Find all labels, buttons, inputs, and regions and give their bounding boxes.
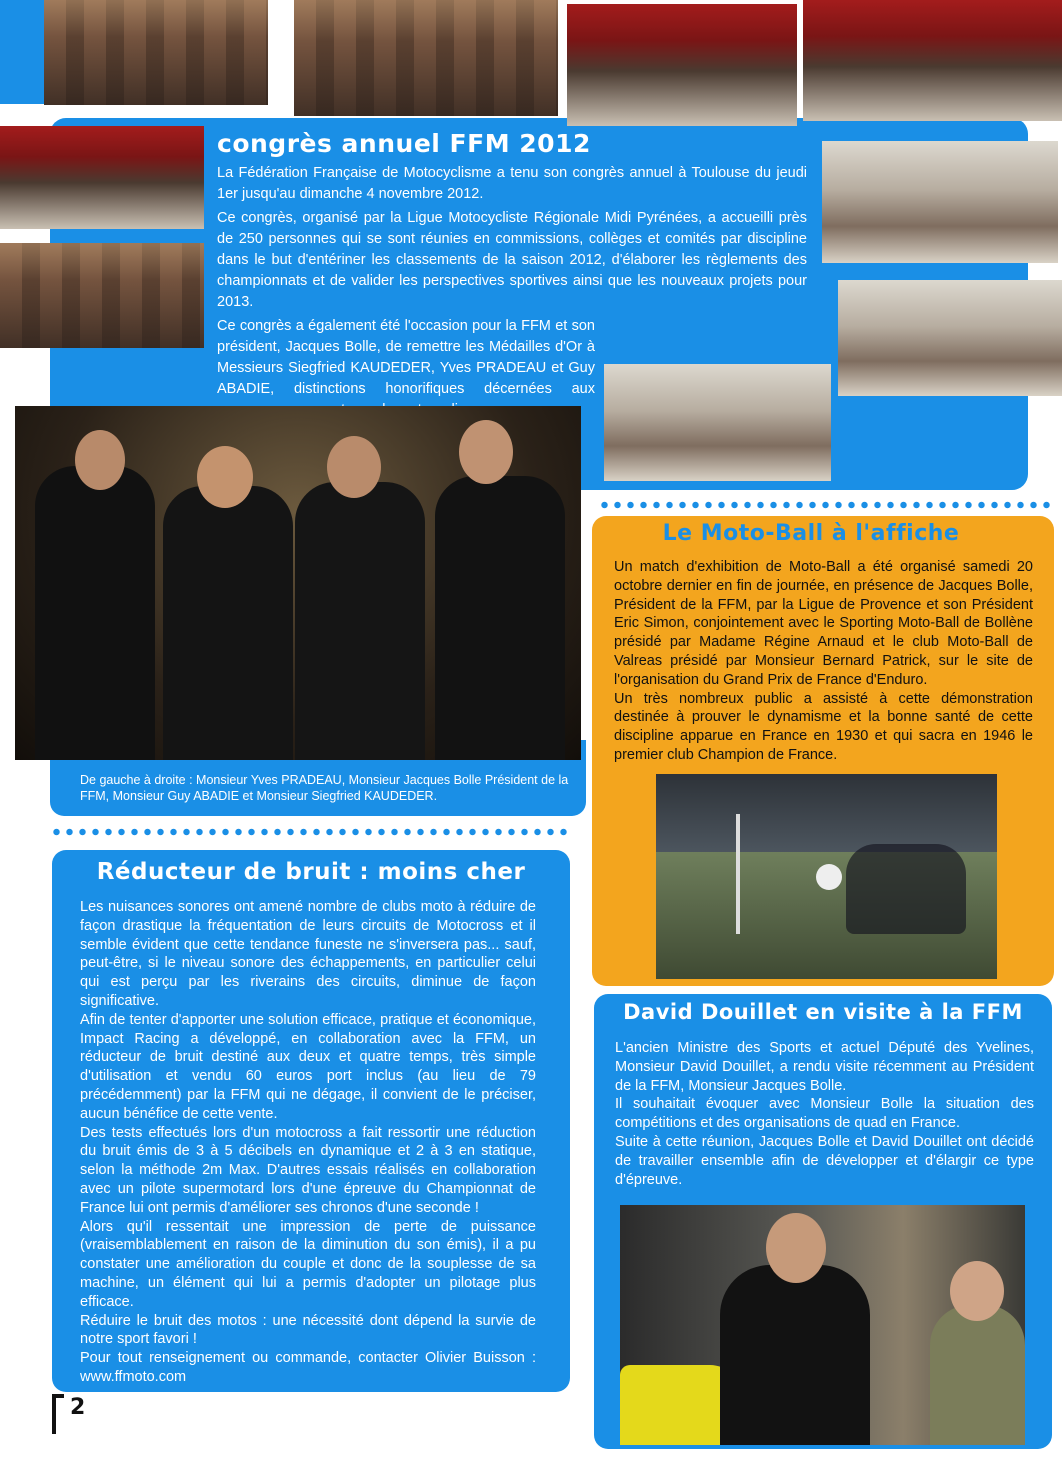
- douillet-body: [615, 1039, 1034, 1189]
- reducteur-title: Réducteur de bruit : moins cher: [96, 859, 526, 885]
- reducteur-body: [80, 898, 536, 1387]
- separator-dots-left: [50, 828, 570, 836]
- photo-medal-recipients: [15, 406, 581, 760]
- reducteur-paragraph-6: Pour tout renseignement ou commande, contacter Olivier Buisson : www.ffmoto.com: [80, 1350, 536, 1385]
- motoball-paragraph-2: Un très nombreux public a assisté à cette démonstration destinée à prouver le dynamisme et la bonne santé de cette discipline apparue en France en 1930 et qui sacra en 1946 le premier club Champion de France.: [614, 690, 1033, 763]
- motoball-title: Le Moto-Ball à l'affiche: [662, 521, 960, 546]
- photo-motoball-match: [656, 774, 997, 979]
- page-number-bracket: [52, 1394, 64, 1434]
- reducteur-paragraph-4: Alors qu'il ressentait une impression de perte de puissance (vraisemblablement en raison de la diminution du son émis), il a pu constater une amélioration du couple et donc de la souplesse de sa machine, un élément qui lui a permis d'adopter un pilotage plus efficace.: [80, 1218, 536, 1310]
- reducteur-paragraph-5: Réduire le bruit des motos : une nécessité dont dépend la survie de notre sport favori !: [80, 1312, 536, 1348]
- reducteur-paragraph-2: Afin de tenter d'apporter une solution efficace, pratique et économique, Impact Racing a développé, en collaboration avec la FFM, un réducteur de bruit destiné aux deux et quatre temps, très simple d'utilisation et vendu 60 euros port inclus (au lieu de 79 précédemment) par la FFM qui ne dégage, il convient de le préciser, aucun bénéfice de cette vente.: [80, 1011, 536, 1122]
- photo-meeting-4: [803, 0, 1062, 121]
- douillet-title: David Douillet en visite à la FFM: [623, 1000, 1023, 1024]
- douillet-paragraph-2: Il souhaitait évoquer avec Monsieur Bolle la situation des compétitions et des organisations de quad en France.: [615, 1096, 1034, 1132]
- top-left-blue-strip: [0, 0, 44, 104]
- photo-meeting-2: [294, 0, 558, 116]
- photo-meeting-6: [0, 243, 204, 348]
- photo-meeting-1: [44, 0, 268, 105]
- congres-body: [217, 163, 807, 421]
- reducteur-paragraph-1: Les nuisances sonores ont amené nombre de clubs moto à réduire de façon drastique la fréquentation de leurs circuits de Motocross et il semble évident que cette tendance funeste ne s'inversera pas... sauf, peut-être, si le niveau sonore des échappements, en particulier celui qui est perçu par les riverains des circuits, diminue de façon significative.: [80, 899, 536, 1009]
- photo-meeting-3: [567, 4, 797, 126]
- motoball-body: [614, 558, 1033, 765]
- congres-paragraph-2: Ce congrès, organisé par la Ligue Motocycliste Régionale Midi Pyrénées, a accueilli près de 250 personnes qui se sont réunies en commissions, collèges et comités par discipline dans le but d'entériner les classements de la saison 2012, d'élaborer les règlements des championnats et de valider les perspectives sportives ainsi que les nouveaux projets pour 2013.: [217, 210, 807, 310]
- douillet-paragraph-1: L'ancien Ministre des Sports et actuel Député des Yvelines, Monsieur David Douillet, a rendu visite récemment au Président de la FFM, Monsieur Jacques Bolle.: [615, 1040, 1034, 1094]
- medal-caption: De gauche à droite : Monsieur Yves PRADEAU, Monsieur Jacques Bolle Président de la FFM, Monsieur Guy ABADIE et Monsieur Siegfried KAUDEDER.: [80, 773, 569, 803]
- congres-title: congrès annuel FFM 2012: [217, 129, 591, 158]
- photo-douillet-visit: [620, 1205, 1025, 1445]
- reducteur-paragraph-3: Des tests effectués lors d'un motocross a fait ressortir une réduction du bruit émis de 3 à 5 décibels en dynamique et 2 à 3 en statique, selon la méthode 2m Max. D'autres essais réalisés en collaboration avec un pilote supermotard lors d'une épreuve du Championnat de France lui ont permis d'améliorer ses chronos d'une seconde !: [80, 1124, 536, 1216]
- douillet-paragraph-3: Suite à cette réunion, Jacques Bolle et David Douillet ont décidé de travailler ensemble afin de développer et d'élargir ce type d'épreuve.: [615, 1133, 1034, 1188]
- photo-meeting-8: [838, 280, 1062, 396]
- motoball-paragraph-1: Un match d'exhibition de Moto-Ball a été organisé samedi 20 octobre dernier en fin de journée, en présence de Jacques Bolle, Président de la FFM, par la Ligue de Provence et son Président Eric Simon, conjointement avec le Sporting Moto-Ball de Bollène présidé par Madame Régine Arnaud et le club Moto-Ball de Valreas présidé par Monsieur Bernard Patrick, sur le site de l'organisation du Grand Prix de France d'Enduro.: [614, 559, 1033, 688]
- congres-paragraph-1: La Fédération Française de Motocyclisme a tenu son congrès annuel à Toulouse du jeudi 1er jusqu'au dimanche 4 novembre 2012.: [217, 165, 807, 202]
- photo-meeting-5: [0, 126, 204, 229]
- congres-paragraph-3: Ce congrès a également été l'occasion pour la FFM et son président, Jacques Bolle, de remettre les Médailles d'Or à Messieurs Siegfried KAUDEDER, Yves PRADEAU et Guy ABADIE, distinctions honorifiques décernées aux: [217, 318, 595, 397]
- photo-meeting-7: [822, 141, 1058, 263]
- page-number: 2: [70, 1395, 86, 1420]
- separator-dots-right: [598, 501, 1054, 509]
